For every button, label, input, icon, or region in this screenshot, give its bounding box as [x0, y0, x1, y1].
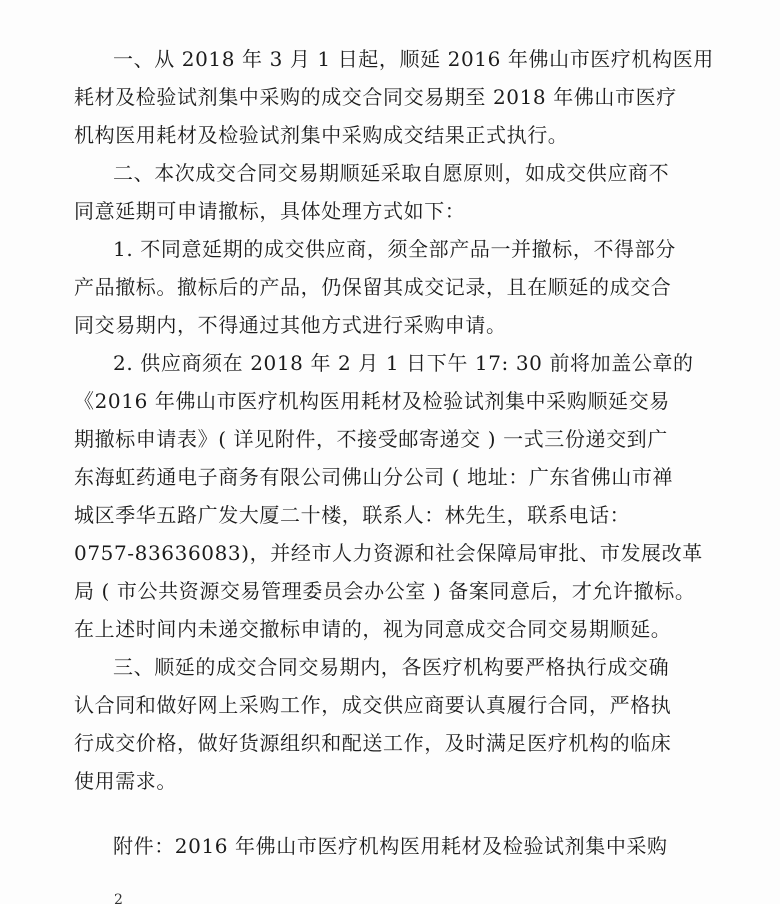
para1-line2: 耗材及检验试剂集中采购的成交合同交易期至 2018 年佛山市医疗 [74, 85, 677, 109]
item2-line8: 在上述时间内未递交撤标申请的，视为同意成交合同交易期顺延。 [74, 617, 672, 641]
attachment-line: 附件：2016 年佛山市医疗机构医用耗材及检验试剂集中采购 [113, 834, 668, 858]
item1-line1: 1. 不同意延期的成交供应商，须全部产品一并撤标，不得部分 [113, 237, 676, 261]
item2-line1: 2. 供应商须在 2018 年 2 月 1 日下午 17: 30 前将加盖公章的 [113, 351, 694, 375]
para1-line1: 一、从 2018 年 3 月 1 日起，顺延 2016 年佛山市医疗机构医用 [113, 47, 714, 71]
para3-line4: 使用需求。 [74, 769, 177, 793]
para1-line3: 机构医用耗材及检验试剂集中采购成交结果正式执行。 [74, 123, 569, 147]
para2-line2: 同意延期可申请撤标，具体处理方式如下： [74, 199, 466, 223]
item2-line3: 期撤标申请表》( 详见附件，不接受邮寄递交 ) 一式三份递交到广 [74, 427, 668, 451]
para2-line1: 二、本次成交合同交易期顺延采取自愿原则，如成交供应商不 [113, 161, 670, 185]
page-number: 2 [114, 892, 123, 908]
item2-line2: 《2016 年佛山市医疗机构医用耗材及检验试剂集中采购顺延交易 [74, 389, 670, 413]
item2-line7: 局 ( 市公共资源交易管理委员会办公室 ) 备案同意后，才允许撤标。 [74, 579, 696, 603]
para3-line1: 三、顺延的成交合同交易期内，各医疗机构要严格执行成交确 [113, 655, 670, 679]
item1-line2: 产品撤标。撤标后的产品，仍保留其成交记录，且在顺延的成交合 [74, 275, 672, 299]
para3-line2: 认合同和做好网上采购工作，成交供应商要认真履行合同，严格执 [74, 693, 672, 717]
item1-line3: 同交易期内，不得通过其他方式进行采购申请。 [74, 313, 507, 337]
para3-line3: 行成交价格，做好货源组织和配送工作，及时满足医疗机构的临床 [74, 731, 672, 755]
item2-line5: 城区季华五路广发大厦二十楼，联系人：林先生，联系电话： [74, 503, 631, 527]
item2-line6: 0757-83636083)，并经市人力资源和社会保障局审批、市发展改革 [74, 541, 703, 565]
item2-line4: 东海虹药通电子商务有限公司佛山分公司 ( 地址：广东省佛山市禅 [74, 465, 674, 489]
